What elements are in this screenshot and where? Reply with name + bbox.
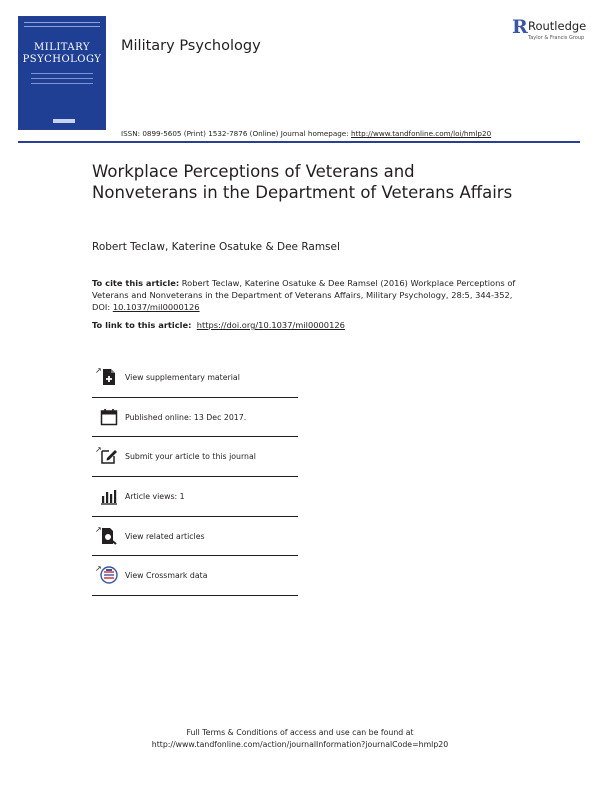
doi-link[interactable]: 10.1037/mil0000126 (112, 302, 200, 312)
edit-icon (100, 447, 118, 465)
list-item-label: Submit your article to this journal (125, 452, 256, 462)
external-link-icon: ↗ (95, 564, 102, 574)
cover-publisher-mark (53, 119, 75, 123)
cite-label: To cite this article: (92, 278, 180, 288)
list-item-label: Article views: 1 (125, 492, 185, 502)
cover-decoration (31, 73, 93, 88)
journal-name: Military Psychology (121, 38, 261, 54)
cover-title-line1: MILITARY (34, 42, 90, 53)
citation (92, 277, 522, 313)
list-item-views (92, 477, 298, 517)
search-document-icon (100, 527, 118, 545)
journal-cover-thumbnail (18, 16, 106, 130)
bar-chart-icon (100, 487, 118, 505)
external-link-icon: ↗ (95, 366, 102, 375)
cite-text: Robert Teclaw, Katerine Osatuke & Dee Ramsel (2016) Workplace Perceptions of Veterans and Nonveterans in the Department of Veterans Affairs, Military Psychology, 28:5, 344-352, DOI: (92, 278, 516, 312)
article-url-link[interactable]: https://doi.org/10.1037/mil0000126 (196, 320, 345, 330)
list-item-supplementary[interactable] (92, 358, 298, 398)
routledge-logo (512, 18, 596, 44)
list-item-label: View Crossmark data (125, 571, 208, 581)
article-actions-list (92, 358, 298, 596)
footer-link[interactable]: http://www.tandfonline.com/action/journalInformation?journalCode=hmlp20 (151, 740, 449, 749)
cover-decoration (24, 22, 100, 27)
supplementary-file-icon (100, 368, 118, 386)
journal-homepage-link[interactable]: http://www.tandfonline.com/loi/hmlp20 (350, 129, 492, 138)
publisher-name: Routledge (528, 19, 587, 33)
calendar-icon (100, 408, 118, 426)
list-item-crossmark[interactable] (92, 556, 298, 596)
list-item-label: View related articles (125, 531, 205, 541)
list-item-published (92, 398, 298, 438)
issn-line (121, 129, 491, 138)
article-title: Workplace Perceptions of Veterans and Nonveterans in the Department of Veterans Affairs (92, 162, 513, 202)
list-item-submit[interactable] (92, 437, 298, 477)
list-item-label: Published online: 13 Dec 2017. (125, 412, 247, 422)
list-item-related[interactable] (92, 517, 298, 557)
article-link (92, 320, 345, 330)
link-label: To link to this article: (92, 320, 192, 330)
footer-text: Full Terms & Conditions of access and use can be found at (186, 728, 414, 737)
article-authors: Robert Teclaw, Katerine Osatuke & Dee Ramsel (92, 241, 340, 253)
routledge-logo-icon: R (512, 16, 528, 38)
crossmark-icon (100, 566, 118, 584)
external-link-icon: ↗ (95, 445, 102, 455)
footer (0, 727, 600, 751)
header-divider (18, 141, 580, 143)
list-item-label: View supplementary material (125, 373, 240, 382)
external-link-icon: ↗ (95, 524, 102, 534)
cover-title-line2: PSYCHOLOGY (22, 54, 102, 65)
publisher-tagline: Taylor & Francis Group (528, 35, 585, 41)
issn-text: ISSN: 0899-5605 (Print) 1532-7876 (Online) Journal homepage: (121, 129, 351, 138)
